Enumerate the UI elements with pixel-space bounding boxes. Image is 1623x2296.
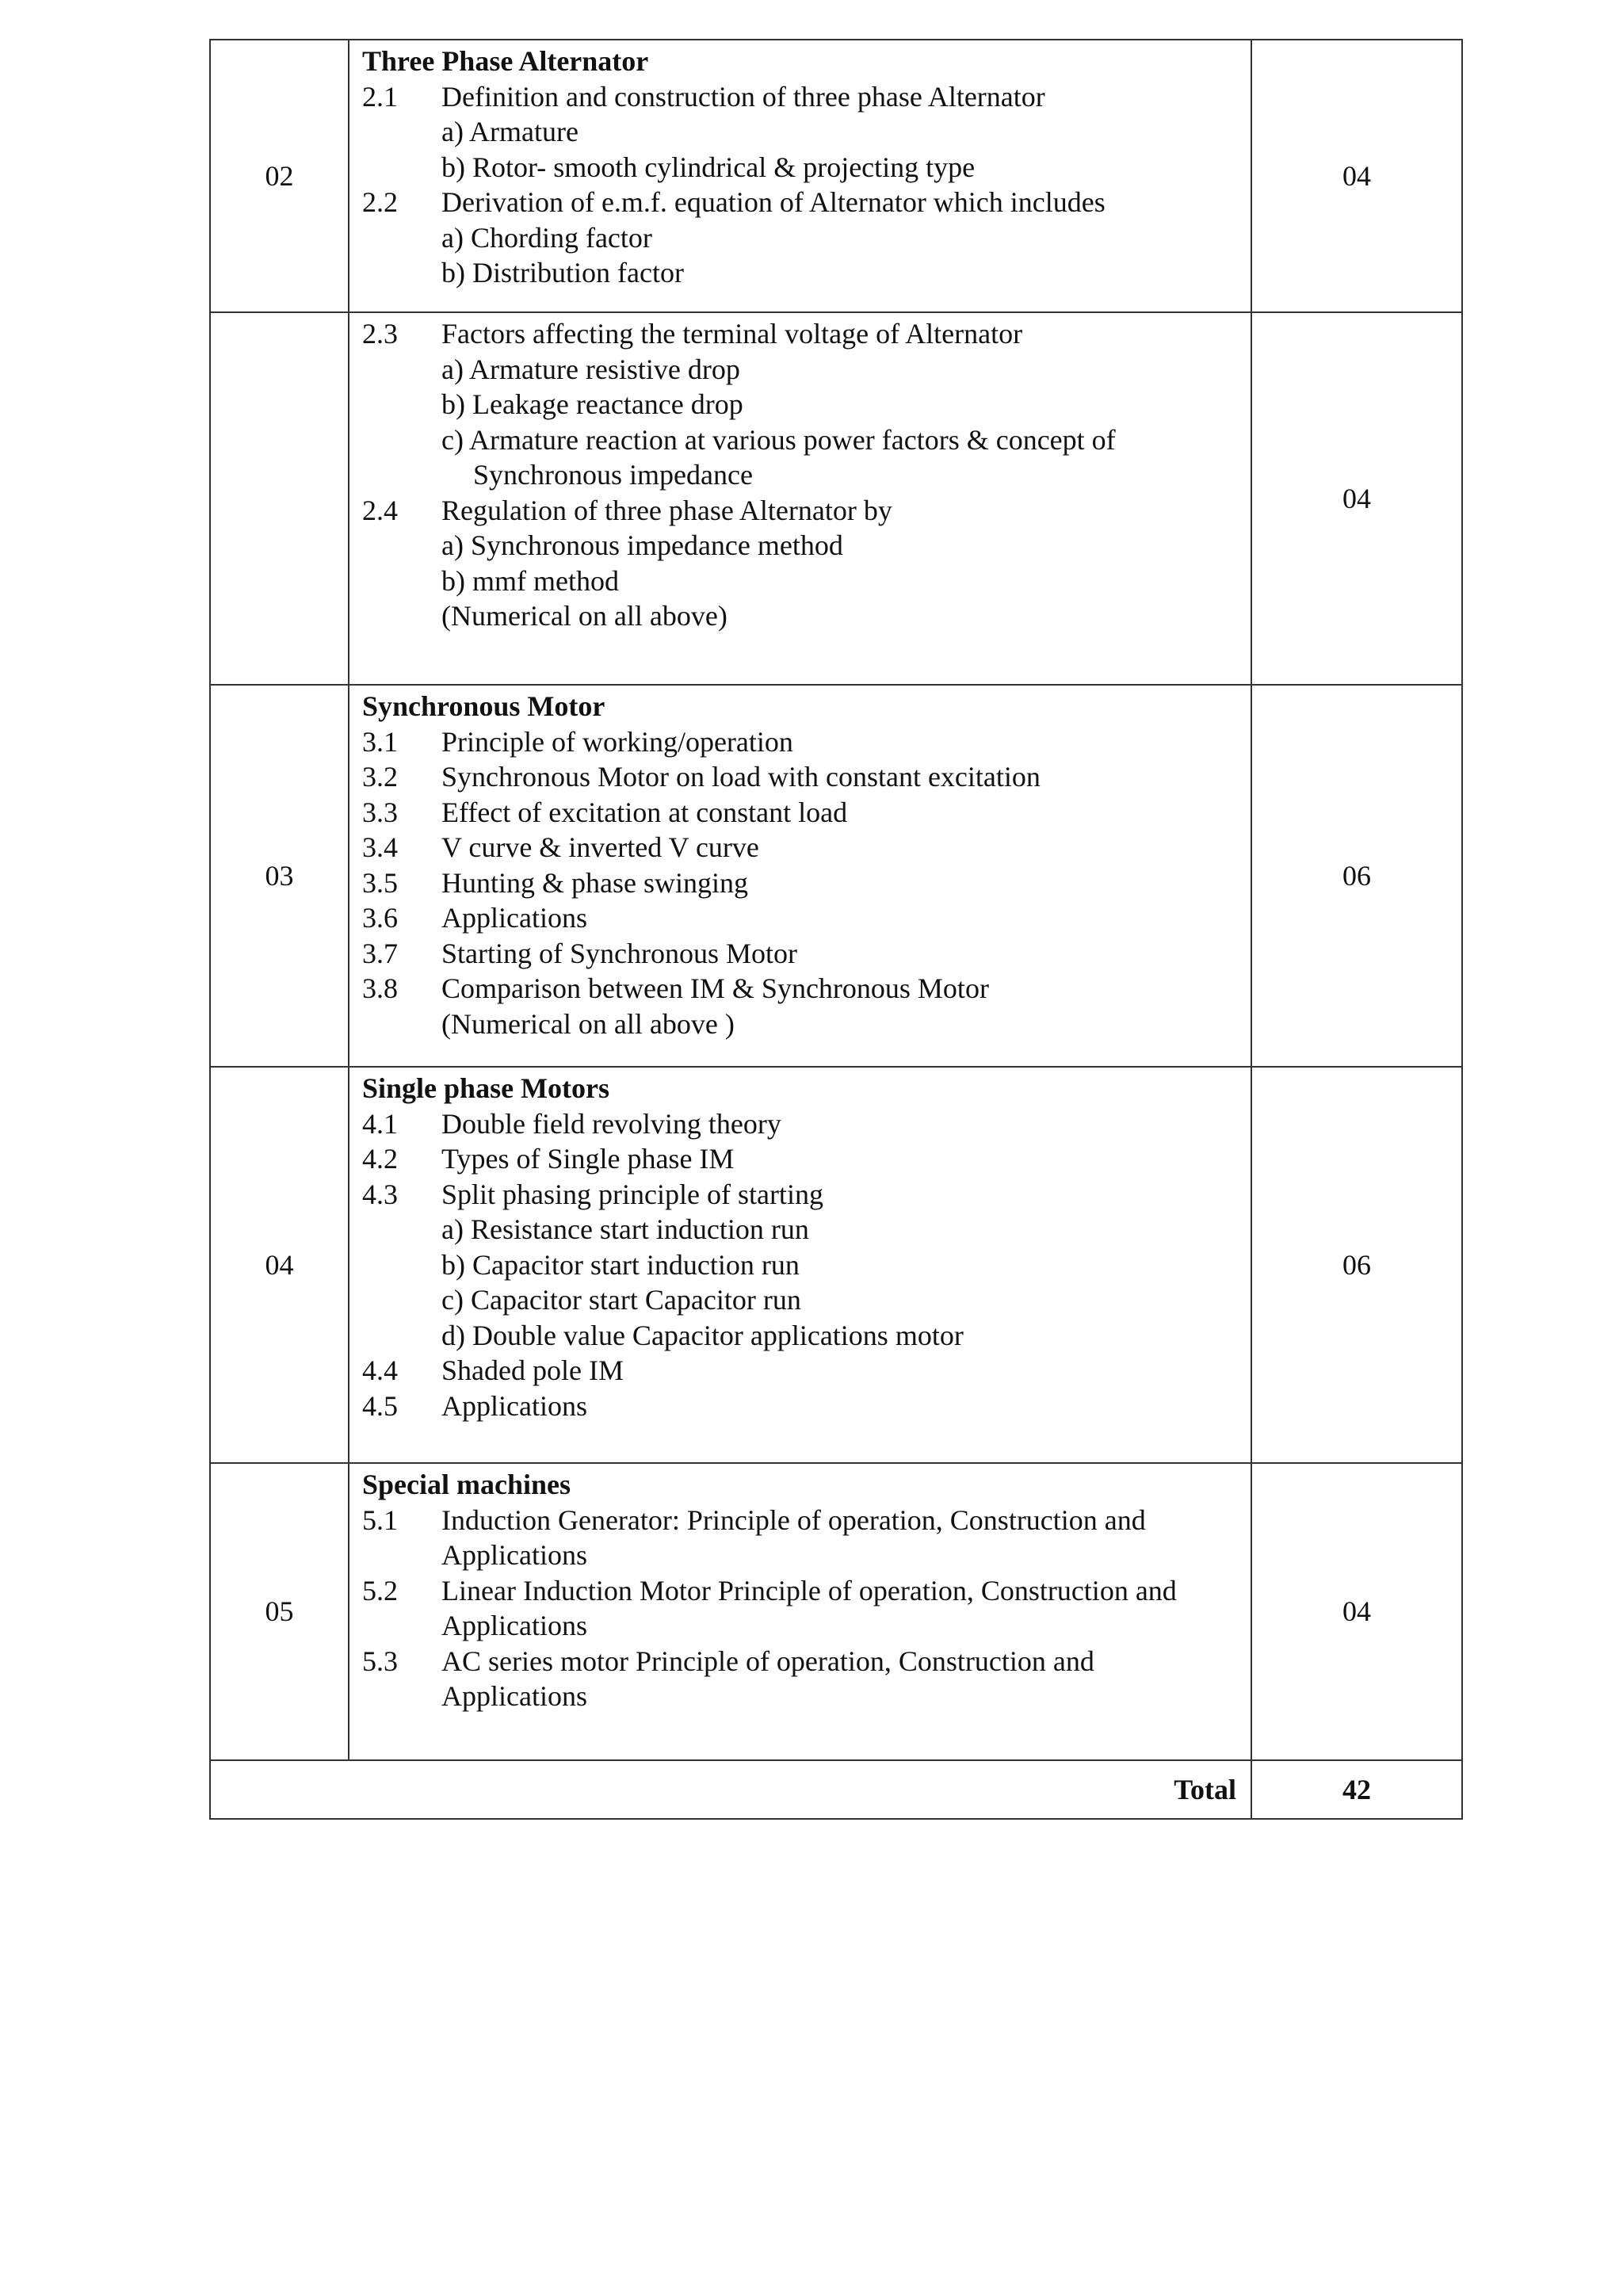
subtopic-line: a) Synchronous impedance method — [441, 529, 843, 561]
unit-content — [349, 1067, 1251, 1463]
topic-number: 2.3 — [362, 318, 398, 350]
subtopic-line: Applications — [441, 1610, 587, 1641]
topic-line — [362, 865, 1243, 901]
topic-number: 2.1 — [362, 80, 398, 113]
subtopic-line: Applications — [441, 1539, 587, 1571]
subtopic-line: b) Leakage reactance drop — [441, 388, 743, 420]
subtopic-line: a) Armature resistive drop — [441, 353, 740, 385]
syllabus-body — [210, 40, 1462, 1819]
topic-line — [362, 316, 1243, 352]
topic-line — [362, 79, 1243, 115]
topic-line — [362, 1106, 1243, 1142]
topic-number: 2.4 — [362, 494, 398, 526]
unit-row — [210, 1463, 1462, 1760]
subtopic-line: c) Capacitor start Capacitor run — [441, 1284, 801, 1316]
unit-content — [349, 40, 1251, 312]
topic-line — [362, 830, 1243, 865]
subtopic-line: b) Distribution factor — [441, 257, 684, 288]
unit-content — [349, 312, 1251, 685]
topic-line — [362, 1389, 1243, 1424]
topic-text: Hunting & phase swinging — [441, 866, 748, 899]
unit-title: Three Phase Alternator — [362, 45, 649, 77]
topic-text: Shaded pole IM — [441, 1354, 624, 1386]
topic-number: 5.2 — [362, 1574, 398, 1606]
continuation-line: Synchronous impedance — [473, 459, 753, 491]
topic-number: 3.3 — [362, 796, 398, 828]
topic-number: 3.1 — [362, 725, 398, 758]
topic-number: 5.1 — [362, 1503, 398, 1536]
subtopic-line: b) Capacitor start induction run — [441, 1248, 800, 1281]
subtopic-line: Applications — [441, 1680, 587, 1712]
unit-title: Special machines — [362, 1469, 571, 1500]
unit-row — [210, 312, 1462, 685]
topic-number: 3.4 — [362, 831, 398, 863]
topic-line — [362, 759, 1243, 795]
topic-number: 3.7 — [362, 937, 398, 969]
unit-number: 04 — [210, 1067, 349, 1463]
topic-text: Comparison between IM & Synchronous Motor — [441, 972, 989, 1004]
unit-row — [210, 40, 1462, 312]
topic-line — [362, 1177, 1243, 1213]
unit-title: Synchronous Motor — [362, 690, 605, 722]
topic-number: 3.5 — [362, 866, 398, 899]
unit-content — [349, 1463, 1251, 1760]
topic-number: 4.3 — [362, 1178, 398, 1210]
total-value: 42 — [1251, 1760, 1462, 1819]
topic-line — [362, 493, 1243, 529]
topic-number: 5.3 — [362, 1645, 398, 1677]
topic-number: 4.4 — [362, 1354, 398, 1386]
topic-number: 4.5 — [362, 1389, 398, 1422]
topic-line — [362, 936, 1243, 972]
unit-number — [210, 312, 349, 685]
topic-number: 4.1 — [362, 1107, 398, 1140]
subtopic-line: b) Rotor- smooth cylindrical & projecting type — [441, 151, 976, 183]
topic-line — [362, 900, 1243, 936]
topic-line — [362, 1141, 1243, 1177]
topic-line — [362, 724, 1243, 760]
topic-line — [362, 795, 1243, 831]
topic-number: 3.6 — [362, 902, 398, 934]
topic-text: Derivation of e.m.f. equation of Alternator which includes — [441, 186, 1106, 218]
subtopic-line: a) Armature — [441, 116, 579, 147]
topic-number: 4.2 — [362, 1143, 398, 1175]
topic-text: Double field revolving theory — [441, 1107, 781, 1140]
topic-number: 3.2 — [362, 761, 398, 793]
subtopic-line: (Numerical on all above ) — [441, 1007, 735, 1040]
topic-line — [362, 971, 1243, 1007]
topic-number: 3.8 — [362, 972, 398, 1004]
topic-number: 2.2 — [362, 186, 398, 218]
topic-text: Applications — [441, 1389, 587, 1422]
unit-title: Single phase Motors — [362, 1072, 610, 1104]
total-row — [210, 1760, 1462, 1819]
topic-text: V curve & inverted V curve — [441, 831, 759, 863]
topic-line — [362, 1644, 1243, 1679]
unit-hours: 06 — [1251, 1067, 1462, 1463]
unit-number: 05 — [210, 1463, 349, 1760]
syllabus-table — [209, 39, 1463, 1820]
subtopic-line: a) Chording factor — [441, 221, 652, 254]
topic-text: Split phasing principle of starting — [441, 1178, 823, 1210]
topic-text: Principle of working/operation — [441, 725, 793, 758]
topic-text: Synchronous Motor on load with constant excitation — [441, 761, 1041, 793]
topic-line — [362, 185, 1243, 220]
unit-row — [210, 685, 1462, 1067]
topic-text: Induction Generator: Principle of operation, Construction and — [441, 1503, 1146, 1536]
topic-line — [362, 1573, 1243, 1609]
topic-text: Types of Single phase IM — [441, 1143, 735, 1175]
topic-text: Applications — [441, 902, 587, 934]
subtopic-line: (Numerical on all above) — [441, 600, 727, 632]
topic-text: Regulation of three phase Alternator by — [441, 494, 892, 526]
unit-row — [210, 1067, 1462, 1463]
subtopic-line: d) Double value Capacitor applications motor — [441, 1319, 964, 1351]
unit-hours: 04 — [1251, 1463, 1462, 1760]
subtopic-line: a) Resistance start induction run — [441, 1213, 809, 1245]
topic-text: Starting of Synchronous Motor — [441, 937, 797, 969]
subtopic-line: c) Armature reaction at various power factors & concept of — [441, 423, 1116, 456]
unit-hours: 04 — [1251, 40, 1462, 312]
topic-text: Definition and construction of three phase Alternator — [441, 80, 1045, 113]
unit-number: 03 — [210, 685, 349, 1067]
topic-text: Factors affecting the terminal voltage of Alternator — [441, 318, 1023, 350]
topic-line — [362, 1503, 1243, 1538]
unit-content — [349, 685, 1251, 1067]
unit-number: 02 — [210, 40, 349, 312]
topic-text: Linear Induction Motor Principle of operation, Construction and — [441, 1574, 1177, 1606]
unit-hours: 04 — [1251, 312, 1462, 685]
topic-text: AC series motor Principle of operation, Construction and — [441, 1645, 1094, 1677]
subtopic-line: b) mmf method — [441, 564, 619, 597]
topic-text: Effect of excitation at constant load — [441, 796, 848, 828]
total-label: Total — [210, 1760, 1251, 1819]
unit-hours: 06 — [1251, 685, 1462, 1067]
topic-line — [362, 1353, 1243, 1389]
